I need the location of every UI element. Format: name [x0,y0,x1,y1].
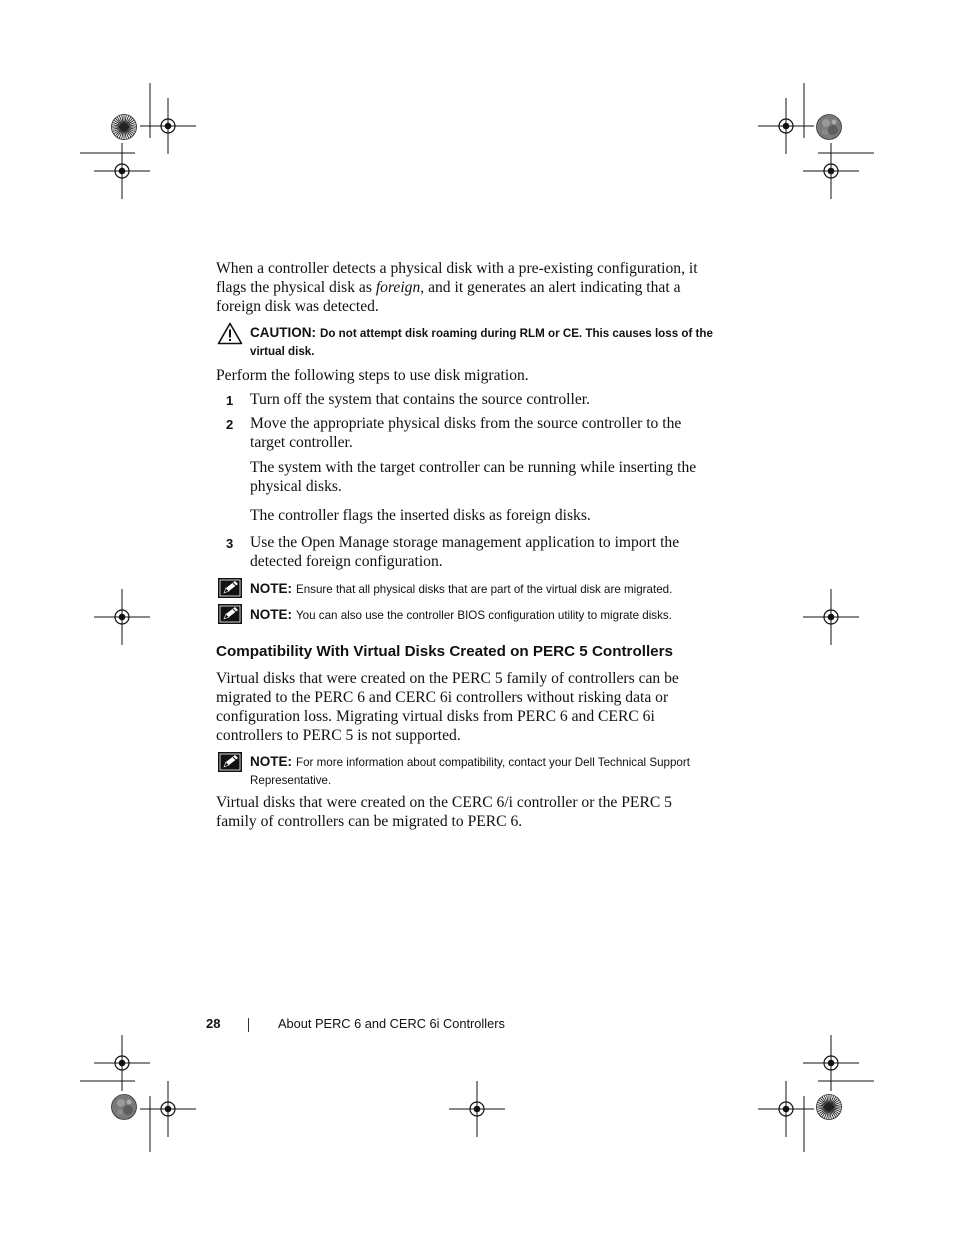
steps-intro: Perform the following steps to use disk migration. [216,367,529,384]
warning-triangle-icon [217,322,243,345]
section-paragraph-1: Virtual disks that were created on the PERC 5 family of controllers can be migrated to the PERC 6 and CERC 6i controllers without risking data or configuration loss. Migrating virtual disks from PERC 6 and CERC 6i controllers to PERC 5 is not supported. [216,670,679,744]
note-text-1: Ensure that all physical disks that are part of the virtual disk are migrated. [296,583,673,596]
note-label-2: NOTE: [250,607,292,622]
step-number-3: 3 [226,536,234,551]
page-number: 28 [206,1016,221,1031]
section-heading: Compatibility With Virtual Disks Created on PERC 5 Controllers [216,643,673,660]
footer-title: About PERC 6 and CERC 6i Controllers [278,1016,505,1031]
caution-text: Do not attempt disk roaming during RLM or CE. This causes loss of the virtual disk. [250,327,713,358]
intro-text-2: , and it generates an alert indicating that a foreign disk was detected. [216,279,681,315]
footer-separator [248,1018,249,1032]
step-2-subtext-1: The system with the target controller can be running while inserting the physical disks. [250,459,697,495]
note-box-1 [250,580,720,598]
step-text-1: Turn off the system that contains the source controller. [250,391,590,408]
section-paragraph-2: Virtual disks that were created on the CERC 6/i controller or the PERC 5 family of controllers can be migrated to PERC 6. [216,794,672,830]
step-number-2: 2 [226,417,234,432]
caution-label: CAUTION: [250,325,316,340]
note-box-3 [250,753,700,789]
step-text-3: Use the Open Manage storage management application to import the detected foreign configuration. [250,534,680,570]
step-number-1: 1 [226,393,234,408]
note-box-2 [250,606,720,624]
pencil-note-icon [218,752,242,772]
intro-text-1: When a controller detects a physical disk with a pre-existing configuration, it flags the physical disk as [216,260,698,296]
intro-italic-foreign: foreign [375,279,421,296]
pencil-note-icon [218,604,242,624]
step-text-2: Move the appropriate physical disks from the source controller to the target controller. [250,415,682,451]
intro-paragraph [216,259,716,316]
caution-box [250,324,720,360]
step-2-subtext-2: The controller flags the inserted disks as foreign disks. [250,507,591,524]
note-text-3: For more information about compatibility, contact your Dell Technical Support Representative. [250,756,690,787]
pencil-note-icon [218,578,242,598]
note-label-3: NOTE: [250,754,292,769]
note-label-1: NOTE: [250,581,292,596]
note-text-2: You can also use the controller BIOS configuration utility to migrate disks. [296,609,672,622]
